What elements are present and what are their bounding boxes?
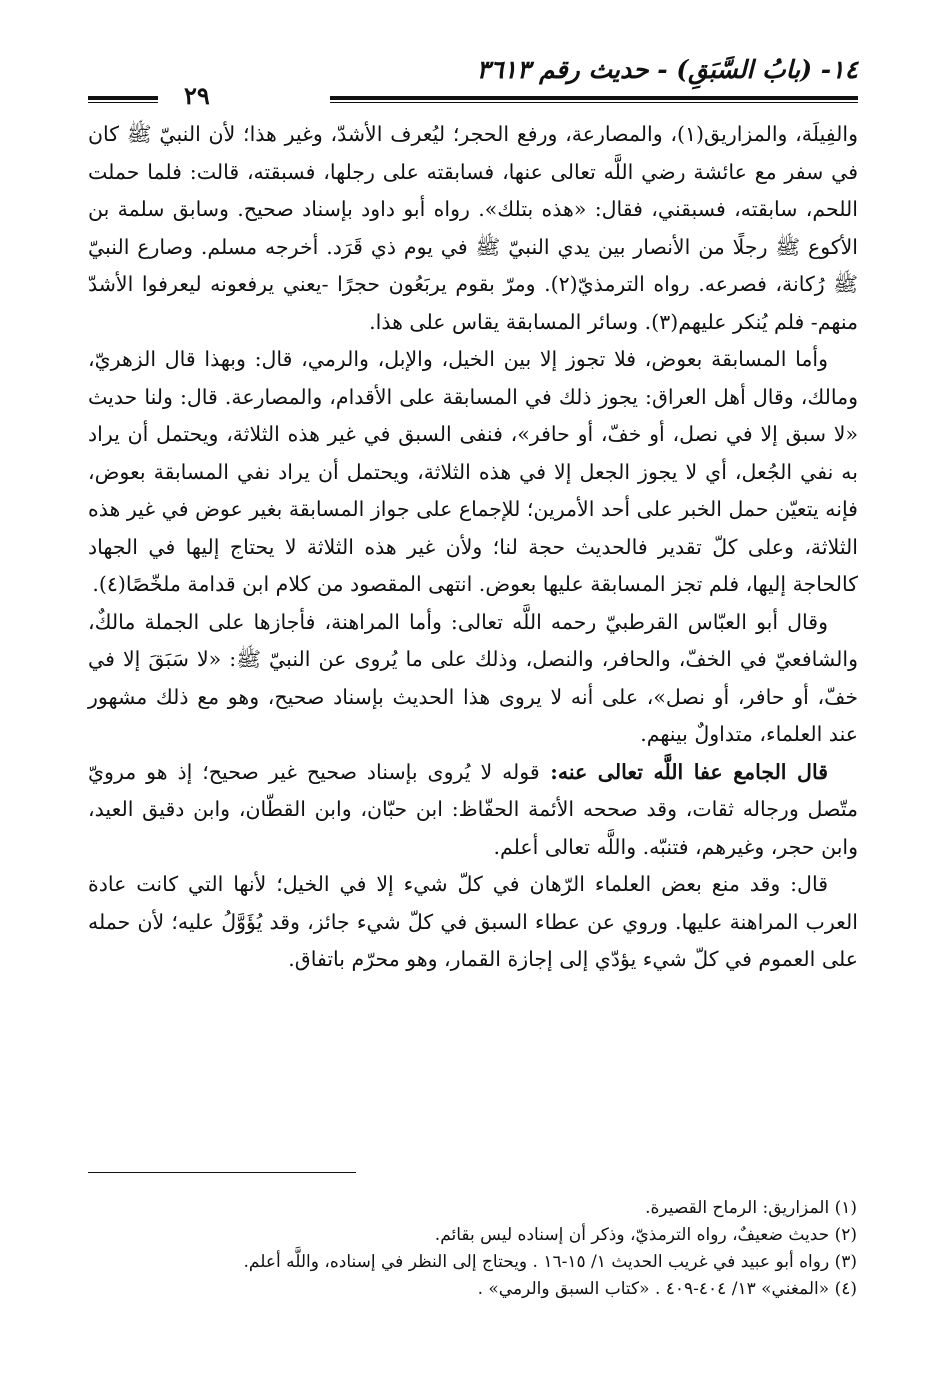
book-page [88, 52, 858, 979]
paragraph-text: قوله لا يُروى بإسناد صحيح غير صحيح؛ إذ هو مرويّ متّصل ورجاله ثقات، وقد صححه الأئمة الحفّاظ: ابن حبّان، وابن القطّان، وابن دقيق العيد، وابن حجر، وغيرهم، فتنبّه. واللَّه تعالى أعلم. [88, 759, 858, 859]
footnote-separator [88, 1172, 356, 1173]
footnote-4: (٤) «المغني» ١٣/ ٤٠٤-٤٠٩ . «كتاب السبق والرمي» . [477, 1279, 857, 1299]
page-number: ٢٩ [184, 81, 210, 110]
jami-comment-lead: قال الجامع عفا اللَّه تعالى عنه: [539, 759, 829, 784]
footnote-3: (٣) رواه أبو عبيد في غريب الحديث ١/ ١٥-١٦ . ويحتاج إلى النظر في إسناده، واللَّه أعلم. [243, 1252, 857, 1272]
header-rule-long [330, 96, 858, 103]
paragraph-text: وأما المسابقة بعوض، فلا تجوز إلا بين الخيل، والإبل، والرمي، قال: وبهذا قال الزهريّ، ومالك، وقال أهل العراق: يجوز ذلك في المسابقة على الأقدام، والمصارعة. قال: ولنا حديث «لا سبق إلا في نصل، أو خفّ، أو حافر»، فنفى السبق في غير هذه الثلاثة، ويحتمل أن يراد به نفي الجُعل، أي لا يجوز الجعل إلا في هذه الثلاثة، ويحتمل أن يراد نفي المسابقة بعوض، فإنه يتعيّن حمل الخبر على أحد الأمرين؛ للإجماع على جواز المسابقة بغير عوض في غير هذه الثلاثة، وعلى كلّ تقدير فالحديث حجة لنا؛ ولأن غير هذه الثلاثة لا يحتاج إليها في الجهاد كالحاجة إليها، فلم تجز المسابقة عليها بعوض. انتهى المقصود من كلام ابن قدامة ملخّصًا(٤). [88, 347, 858, 596]
header-rule-short [88, 96, 158, 103]
footnote-1: (١) المزاريق: الرماح القصيرة. [645, 1198, 857, 1218]
body-text [88, 116, 858, 979]
footnote-2: (٢) حديث ضعيفٌ، رواه الترمذيّ، وذكر أن إسناده ليس بقائم. [434, 1225, 857, 1245]
paragraph-2 [88, 341, 858, 604]
paragraph-3 [88, 604, 858, 754]
paragraph-text: والفِيلَة، والمزاريق(١)، والمصارعة، ورفع الحجر؛ ليُعرف الأشدّ، وغير هذا؛ لأن النبيّ ﷺ كان في سفر مع عائشة رضي اللَّه تعالى عنها، فسابقته على رجلها، فسبقته، قالت: فلما حملت اللحم، سابقته، فسبقني، فقال: «هذه بتلك». رواه أبو داود بإسناد صحيح. وسابق سلمة بن الأكوع ﷺ رجلًا من الأنصار بين يدي النبيّ ﷺ في يوم ذي قَرَد. أخرجه مسلم. وصارع النبيّ ﷺ رُكانة، فصرعه. رواه الترمذيّ(٢). ومرّ بقوم يربَعُون حجرًا -يعني يرفعونه ليعرفوا الأشدّ منهم- فلم يُنكر عليهم(٣). وسائر المسابقة يقاس على هذا. [88, 122, 858, 334]
paragraph-4 [88, 754, 858, 867]
chapter-heading: ١٤- (بابُ السَّبَقِ) - حديث رقم ٣٦١٣ [476, 55, 858, 84]
paragraph-text: قال: وقد منع بعض العلماء الرّهان في كلّ شيء إلا في الخيل؛ لأنها التي كانت عادة العرب المراهنة عليها. وروي عن عطاء السبق في كلّ شيء جائز، وقد يُؤَوَّلُ عليه؛ لأن حمله على العموم في كلّ شيء يؤدّي إلى إجازة القمار، وهو محرّم باتفاق. [88, 872, 858, 971]
footnotes [87, 1195, 857, 1303]
paragraph-1 [88, 116, 858, 341]
header-rule [88, 81, 858, 112]
paragraph-text: وقال أبو العبّاس القرطبيّ رحمه اللَّه تعالى: وأما المراهنة، فأجازها على الجملة مالكٌ، والشافعيّ في الخفّ، والحافر، والنصل، وذلك على ما يُروى عن النبيّ ﷺ: «لا سَبَقَ إلا في خفّ، أو حافر، أو نصل»، على أنه لا يروى هذا الحديث بإسناد صحيح، وهو مع ذلك مشهور عند العلماء، متداولٌ بينهم. [88, 609, 858, 746]
paragraph-5 [88, 866, 858, 979]
